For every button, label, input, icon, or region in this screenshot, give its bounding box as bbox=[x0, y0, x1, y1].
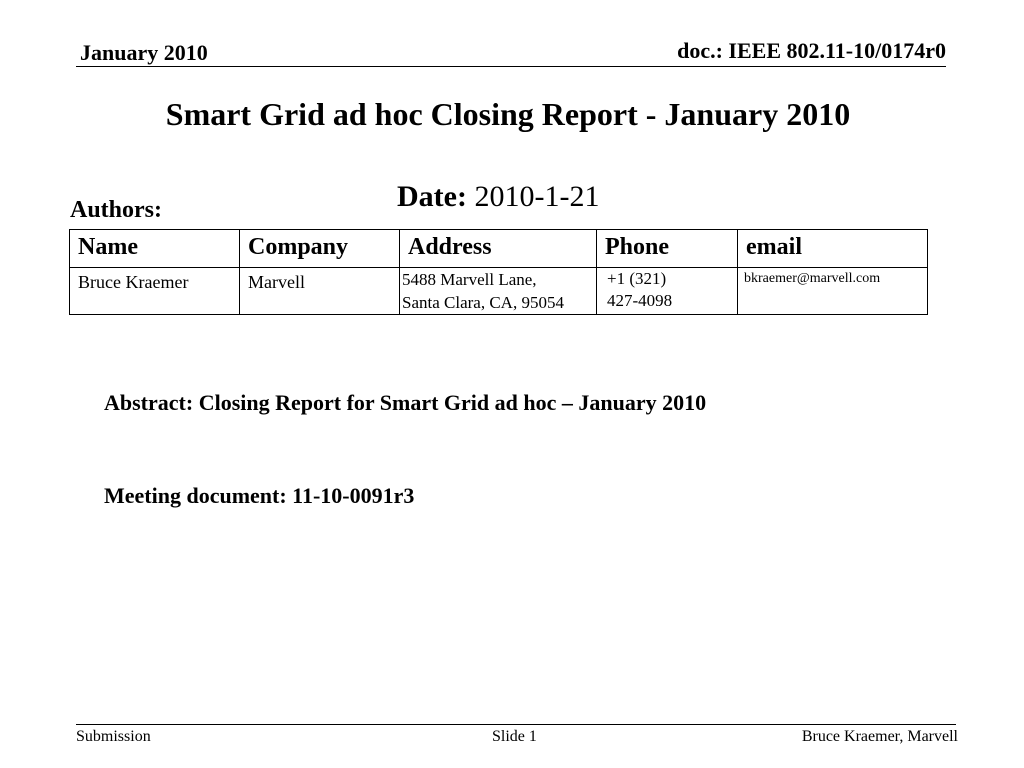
abstract-text: Abstract: Closing Report for Smart Grid ad hoc – January 2010 bbox=[104, 390, 707, 415]
slide-title: Smart Grid ad hoc Closing Report - January 2010 bbox=[165, 96, 851, 132]
cell-company: Marvell bbox=[240, 268, 400, 315]
cell-name: Bruce Kraemer bbox=[70, 268, 240, 315]
column-header-company: Company bbox=[240, 230, 400, 268]
footer-slide-number: Slide 1 bbox=[492, 728, 537, 745]
date-value: 2010-1-21 bbox=[474, 180, 600, 213]
phone-line-1: +1 (321) bbox=[607, 269, 667, 288]
column-header-name: Name bbox=[70, 230, 240, 268]
address-line-1: 5488 Marvell Lane, bbox=[402, 270, 537, 289]
cell-email: bkraemer@marvell.com bbox=[738, 268, 928, 315]
header-divider bbox=[76, 66, 946, 67]
meeting-document-text: Meeting document: 11-10-0091r3 bbox=[104, 483, 415, 508]
table-row bbox=[70, 268, 928, 315]
date-line bbox=[397, 180, 599, 214]
header-date: January 2010 bbox=[80, 40, 208, 65]
footer-submission: Submission bbox=[76, 728, 151, 745]
address-line-2: Santa Clara, CA, 95054 bbox=[402, 293, 564, 312]
column-header-phone: Phone bbox=[597, 230, 738, 268]
cell-phone bbox=[597, 268, 738, 315]
table-header-row bbox=[70, 230, 928, 268]
column-header-address: Address bbox=[400, 230, 597, 268]
phone-line-2: 427-4098 bbox=[607, 291, 673, 310]
column-header-email: email bbox=[738, 230, 928, 268]
authors-label: Authors: bbox=[70, 197, 163, 223]
date-label: Date: bbox=[397, 180, 467, 213]
header-doc-id: doc.: IEEE 802.11-10/0174r0 bbox=[677, 38, 946, 63]
authors-table bbox=[69, 229, 928, 315]
footer-author: Bruce Kraemer, Marvell bbox=[801, 728, 958, 745]
footer-divider bbox=[76, 724, 956, 725]
cell-address bbox=[400, 268, 597, 315]
